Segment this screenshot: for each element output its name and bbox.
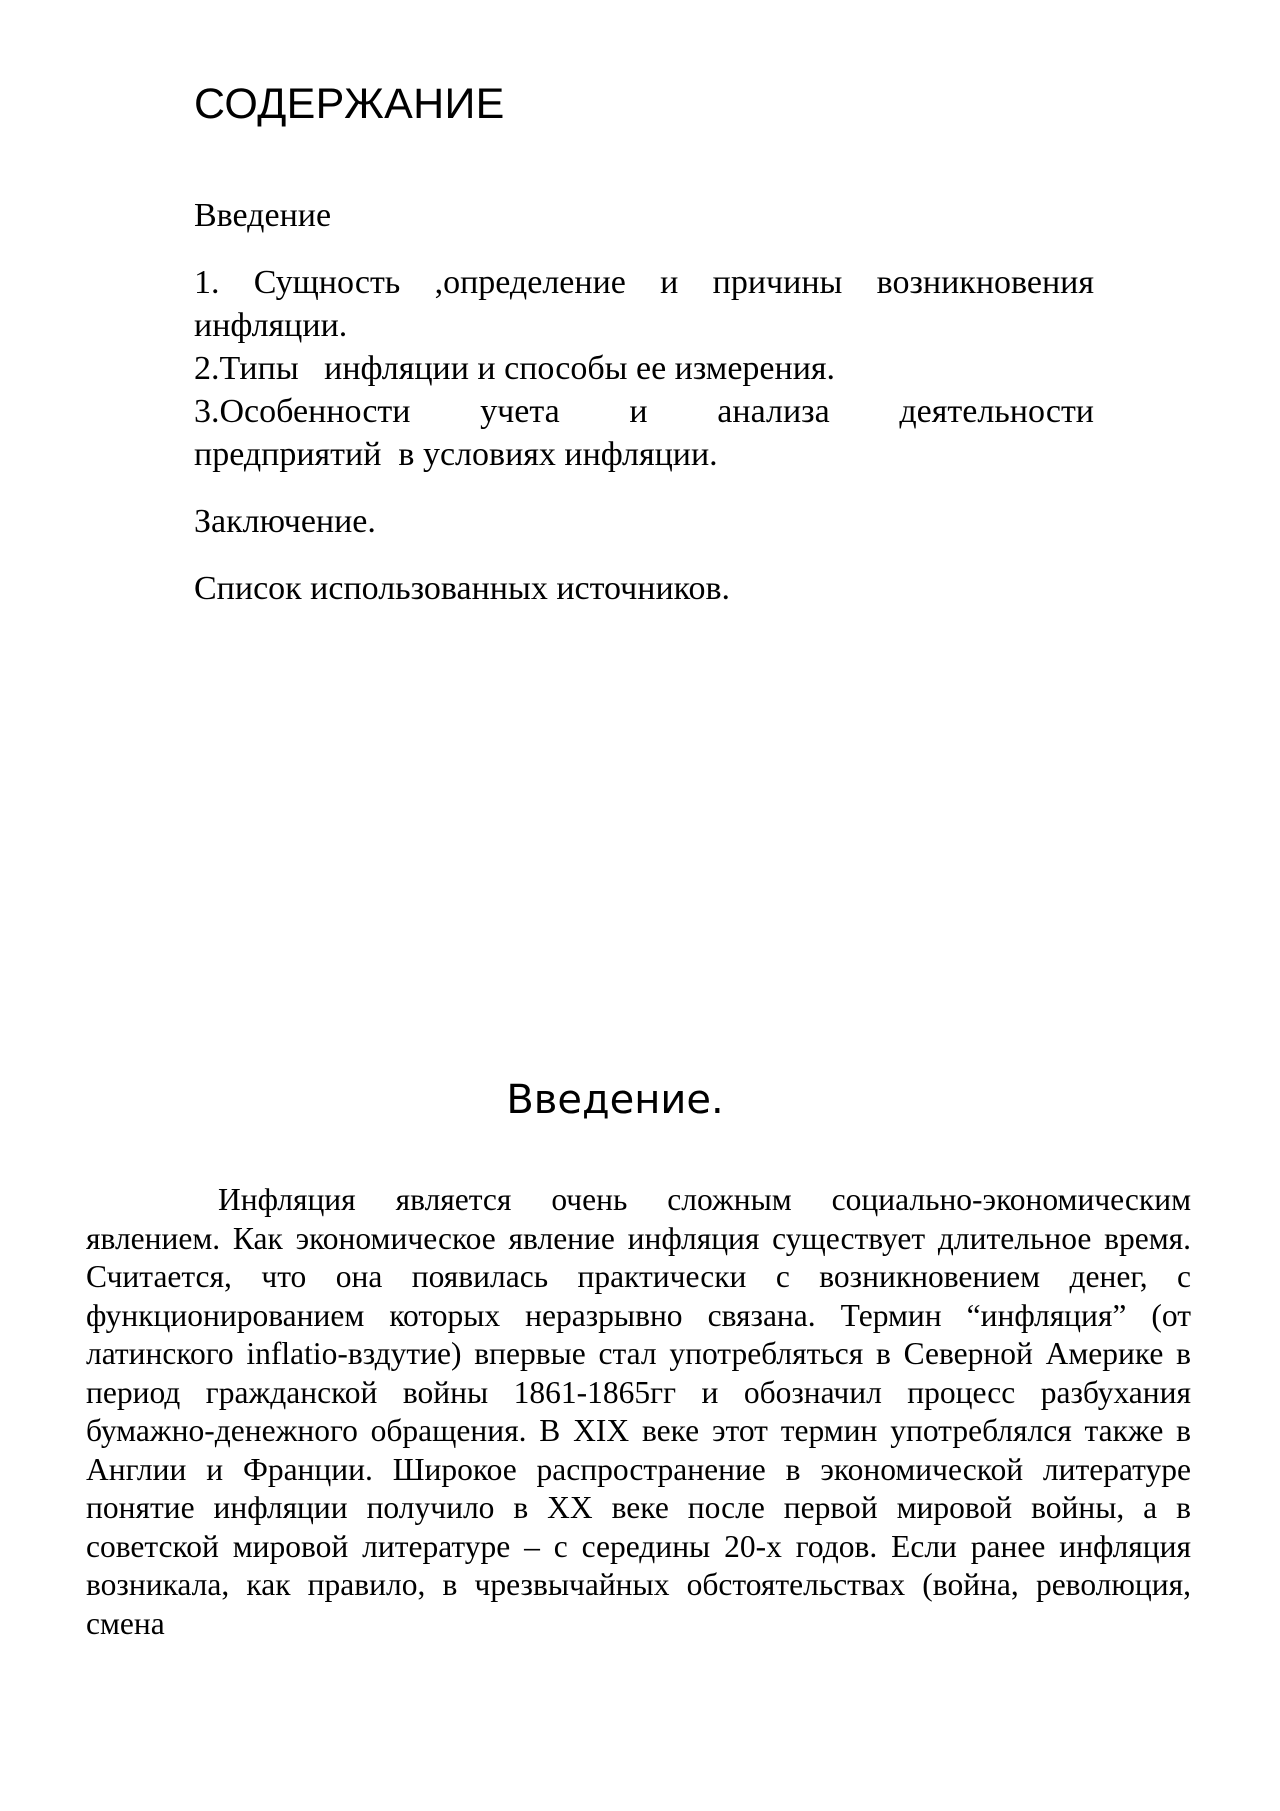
toc-item-3-line-2: предприятий в условиях инфляции. (194, 436, 718, 473)
toc-item-1-line-2: инфляции. (194, 307, 348, 344)
toc-item-1-line-1: 1. Сущность ,определение и причины возникновения (194, 264, 1094, 301)
introduction-paragraph: Инфляция является очень сложным социально-экономическим явлением. Как экономическое явление инфляция существует длительное время. Считается, что она появилась практически с возникновением денег, с функционированием которых неразрывно связана. Термин “инфляция” (от латинского inflatio-вздутие) впервые стал употребляться в Северной Америке в период гражданской войны 1861-1865гг и обозначил процесс разбухания бумажно-денежного обращения. В XIX веке этот термин употреблялся также в Англии и Франции. Широкое распространение в экономической литературе понятие инфляции получило в XX веке после первой мировой войны, а в советской мировой литературе – с середины 20-х годов. Если ранее инфляция возникала, как правило, в чрезвычайных обстоятельствах (война, революция, смена (86, 1182, 1191, 1641)
toc-item-2: 2.Типы инфляции и способы ее измерения. (194, 350, 836, 387)
toc-item-sources: Список использованных источников. (194, 570, 730, 607)
toc-item-3 (194, 390, 1094, 476)
toc-item-introduction: Введение (194, 197, 332, 234)
toc-item-conclusion: Заключение. (194, 503, 376, 540)
introduction-heading: Введение. (506, 1077, 724, 1123)
toc-item-3-line-1: 3.Особенности учета и анализа деятельности (194, 393, 1094, 430)
toc-title: СОДЕРЖАНИЕ (194, 80, 505, 128)
toc-item-1 (194, 261, 1094, 347)
table-of-contents (194, 76, 1094, 610)
